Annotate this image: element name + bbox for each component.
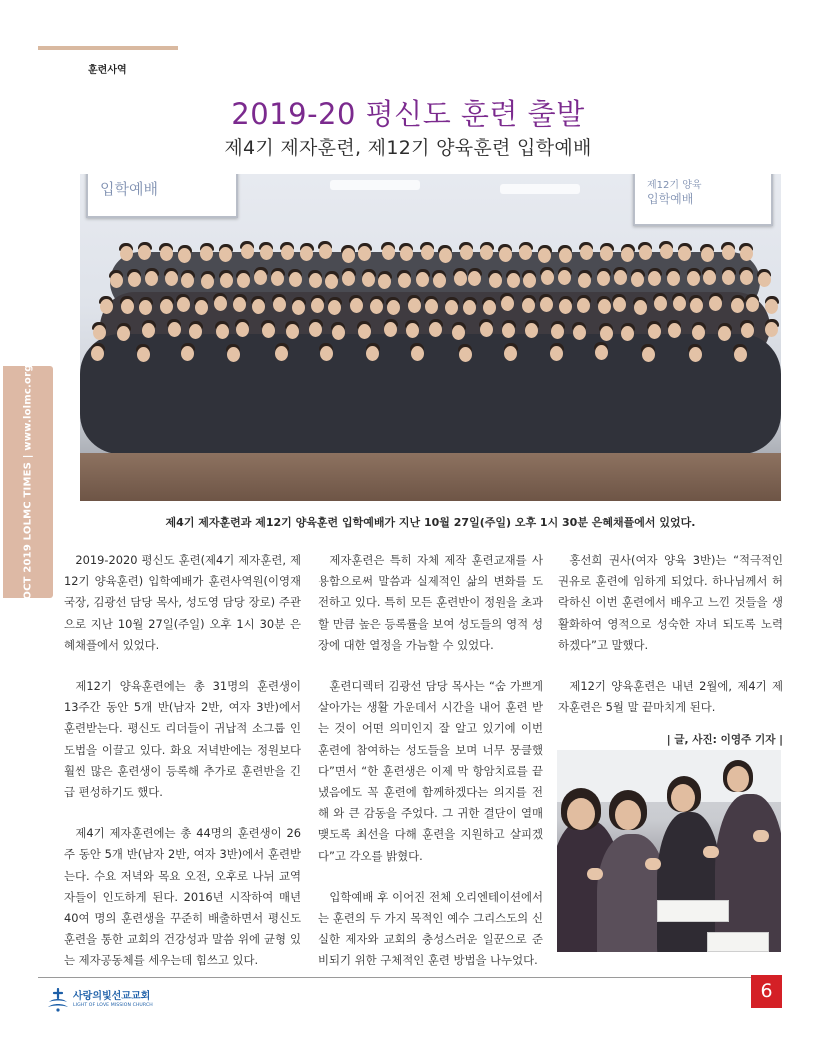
paragraph: 제자훈련은 특히 자체 제작 훈련교재를 사용함으로써 말씀과 실제적인 삶의 변화를 도전하고 있다. 특히 모든 훈련반이 정원을 초과할 만큼 높은 등록률을 보여 성도들의 영적 성장에 대한 열정을 가늠할 수 있었다. [318,553,543,652]
church-logo [47,988,153,1012]
article-column-1 [64,550,301,992]
crowd-face [411,346,424,361]
crowd-face [483,300,496,315]
crowd-face [765,322,778,337]
article-column-3 [558,550,783,752]
page-number: 6 [760,980,773,1002]
floor [80,453,781,501]
crowd-face [734,347,747,362]
crowd-face [384,322,397,337]
crowd-face [598,299,611,314]
projection-screen-left [86,174,238,218]
crowd-face [160,246,173,261]
ceiling-light [330,180,420,190]
crowd-face [595,345,608,360]
crowd-face [538,248,551,263]
crowd-face [117,326,130,341]
crowd-face [468,271,481,286]
crowd-face [93,325,106,340]
crowd-face [145,271,158,286]
clapping-hands [753,830,769,842]
attendee [715,794,781,952]
crowd-face [597,271,610,286]
crowd-face [654,296,667,311]
article-column-2 [318,550,543,992]
crowd-face [121,299,134,314]
screen-left-text: 입학예배 [100,180,158,198]
crowd-face [573,325,586,340]
byline: | 글, 사진: 이영주 기자 | [666,734,783,747]
top-accent-rule [38,46,178,50]
attendee-face [727,766,749,792]
clapping-hands [645,858,661,870]
crowd-face [600,246,613,261]
group-photo [80,174,781,501]
paragraph: 제12기 양육훈련은 내년 2월에, 제4기 제자훈련은 5월 말 끝마치게 된다. [558,679,783,715]
crowd-face [489,273,502,288]
crowd-face [701,247,714,262]
crowd-face [309,322,322,337]
crowd-face [273,297,286,312]
crowd-face [439,248,452,263]
article-subtitle: 제4기 제자훈련, 제12기 양육훈련 입학예배 [224,137,592,159]
orientation-photo [557,750,781,952]
crowd-face [262,323,275,338]
crowd-face [613,297,626,312]
crowd-face [289,272,302,287]
screen-right-text-2: 입학예배 [647,192,694,206]
crowd-face [387,300,400,315]
paragraph: 제12기 양육훈련에는 총 31명의 훈련생이 13주간 동안 5개 반(남자 2반, 여자 3반)에서 훈련받는다. 평신도 리더들이 귀납적 소그룹 인도법을 이끌고 있다. 화요 저녁반에는 정원보다 훨씬 많은 훈련생이 등록해 추가로 훈련반을 긴급 편성하기도 했다. [64,679,301,800]
crowd-face [667,271,680,286]
crowd-face [358,324,371,339]
ceiling-light [500,184,580,194]
crowd-face [746,297,759,312]
photo-caption: 제4기 제자훈련과 제12기 양육훈련 입학예배가 지난 10월 27일(주일) 오후 1시 30분 은혜채플에서 있었다. [165,516,696,529]
crowd-face [328,300,341,315]
crowd-face [311,298,324,313]
crowd-face [642,347,655,362]
crowd-face [433,273,446,288]
crowd-face [507,273,520,288]
crowd-face [499,247,512,262]
crowd-face [690,298,703,313]
crowd-face [227,347,240,362]
crowd-face [525,323,538,338]
screen-right-text-1: 제12기 양육 [647,180,702,191]
crowd-face [342,248,355,263]
crowd-face [286,324,299,339]
crowd-face [320,346,333,361]
crowd-face [668,323,681,338]
crowd-face [709,296,722,311]
crowd-face [214,296,227,311]
crowd-face [325,274,338,289]
paper-handout [657,900,729,922]
clapping-hands [587,868,603,880]
side-tab [3,366,53,598]
crowd-face [550,346,563,361]
paragraph: 2019-2020 평신도 훈련(제4기 제자훈련, 제12기 양육훈련) 입학예배가 훈련사역원(이영재 국장, 김광선 담당 목사, 성도영 담당 장로) 주관으로 지난 10월 27일(주일) 오후 1시 30분 은혜채플에서 있었다. [64,553,301,652]
crowd-face [260,245,273,260]
crowd-face [319,244,332,259]
crowd-face [241,244,254,259]
paragraph: 훈련디렉터 김광선 담당 목사는 “숨 가쁘게 살아가는 생활 가운데서 시간을 내어 훈련 받는 것이 어떤 의미인지 잘 알고 있기에 이번 훈련에 참여하는 성도들을 보며 너무 뭉클했다”면서 “한 훈련생은 이제 막 항암치료를 끝냈음에도 꼭 훈련에 함께하겠다는 의지를 전해 와 큰 감동을 주었다. 그 귀한 결단이 열매 맺도록 최선을 다해 훈련을 지원하고 살피겠다”고 각오를 밝혔다. [318,679,543,863]
crowd-face [350,298,363,313]
attendee [657,812,721,952]
crowd-face [309,273,322,288]
crowd-face [252,299,265,314]
crowd-face [200,246,213,261]
clapping-hands [703,846,719,858]
crowd-face [189,324,202,339]
crowd-face [454,271,467,286]
crowd-face [758,272,771,287]
crowd-face [160,299,173,314]
crowd-face [740,246,753,261]
church-name-english: LIGHT OF LOVE MISSION CHURCH [73,1003,153,1008]
article-title: 2019-20 평신도 훈련 출발 [231,97,585,131]
crowd-face [406,323,419,338]
crowd-face [541,270,554,285]
attendee-face [567,798,595,830]
crowd-face [459,347,472,362]
crowd-face [281,245,294,260]
crowd-face [195,300,208,315]
church-logo-icon [47,988,69,1012]
side-tab-text: OCT 2019 LOLMC TIMES | www.lolmc.org [22,364,34,600]
attendee-face [615,800,641,830]
crowd-face [502,323,515,338]
crowd-face [577,298,590,313]
crowd-face [128,272,141,287]
crowd-face [687,271,700,286]
crowd-face [237,273,250,288]
crowd-face [370,299,383,314]
crowd-face [332,325,345,340]
crowd-face [703,270,716,285]
crowd-face [460,245,473,260]
crowd-face [740,270,753,285]
crowd-face [425,299,438,314]
crowd-face [400,246,413,261]
crowd-face [559,248,572,263]
church-name-korean: 사랑의빛선교교회 [73,991,151,1002]
crowd-face [689,347,702,362]
crowd-face [501,296,514,311]
crowd-face [631,272,644,287]
crowd-face [165,271,178,286]
footer-rule [38,977,778,978]
projection-screen-right [633,174,773,226]
crowd-face [678,246,691,261]
crowd-face [648,324,661,339]
attendee-face [671,784,695,812]
paragraph: 홍선희 권사(여자 양육 3반)는 “적극적인 권유로 훈련에 임하게 되었다. 하나님께서 허락하신 이번 훈련에서 배우고 느낀 것들을 생활화하여 영적으로 성숙한 자녀 되도록 노력하겠다”고 말했다. [558,553,783,652]
paragraph: 입학예배 후 이어진 전체 오리엔테이션에서는 훈련의 두 가지 목적인 예수 그리스도의 신실한 제자와 교회의 충성스러운 일꾼으로 준비되기 위한 구체적인 훈련 방법을 나누었다. [318,889,543,968]
crowd-face [580,245,593,260]
crowd-face [480,322,493,337]
crowd-face [110,273,123,288]
crowd-face [382,245,395,260]
page-number-box [751,975,782,1008]
crowd-face [621,247,634,262]
crowd-face [421,245,434,260]
crowd-face [639,245,652,260]
crowd-face [765,299,778,314]
crowd-face [100,299,113,314]
crowd-face [168,322,181,337]
paragraph: 제4기 제자훈련에는 총 44명의 훈련생이 26주 동안 5개 반(남자 2반, 여자 3반)에서 훈련받는다. 수요 저녁와 목요 오전, 오후로 나뉘 교역자들이 인도하게 된다. 2016년 시작하여 매년 40여 명의 훈련생을 꾸준히 배출하면서 평신도 훈련을 통한 교회의 건강성과 말씀 위에 균형 있는 제자공동체를 세우는데 힘쓰고 있다. [64,826,301,968]
section-label: 훈련사역 [88,65,127,76]
crowd-face [408,298,421,313]
paper-handout [707,932,769,952]
crowd-face [722,245,735,260]
crowd-face [178,248,191,263]
crowd-face [137,347,150,362]
